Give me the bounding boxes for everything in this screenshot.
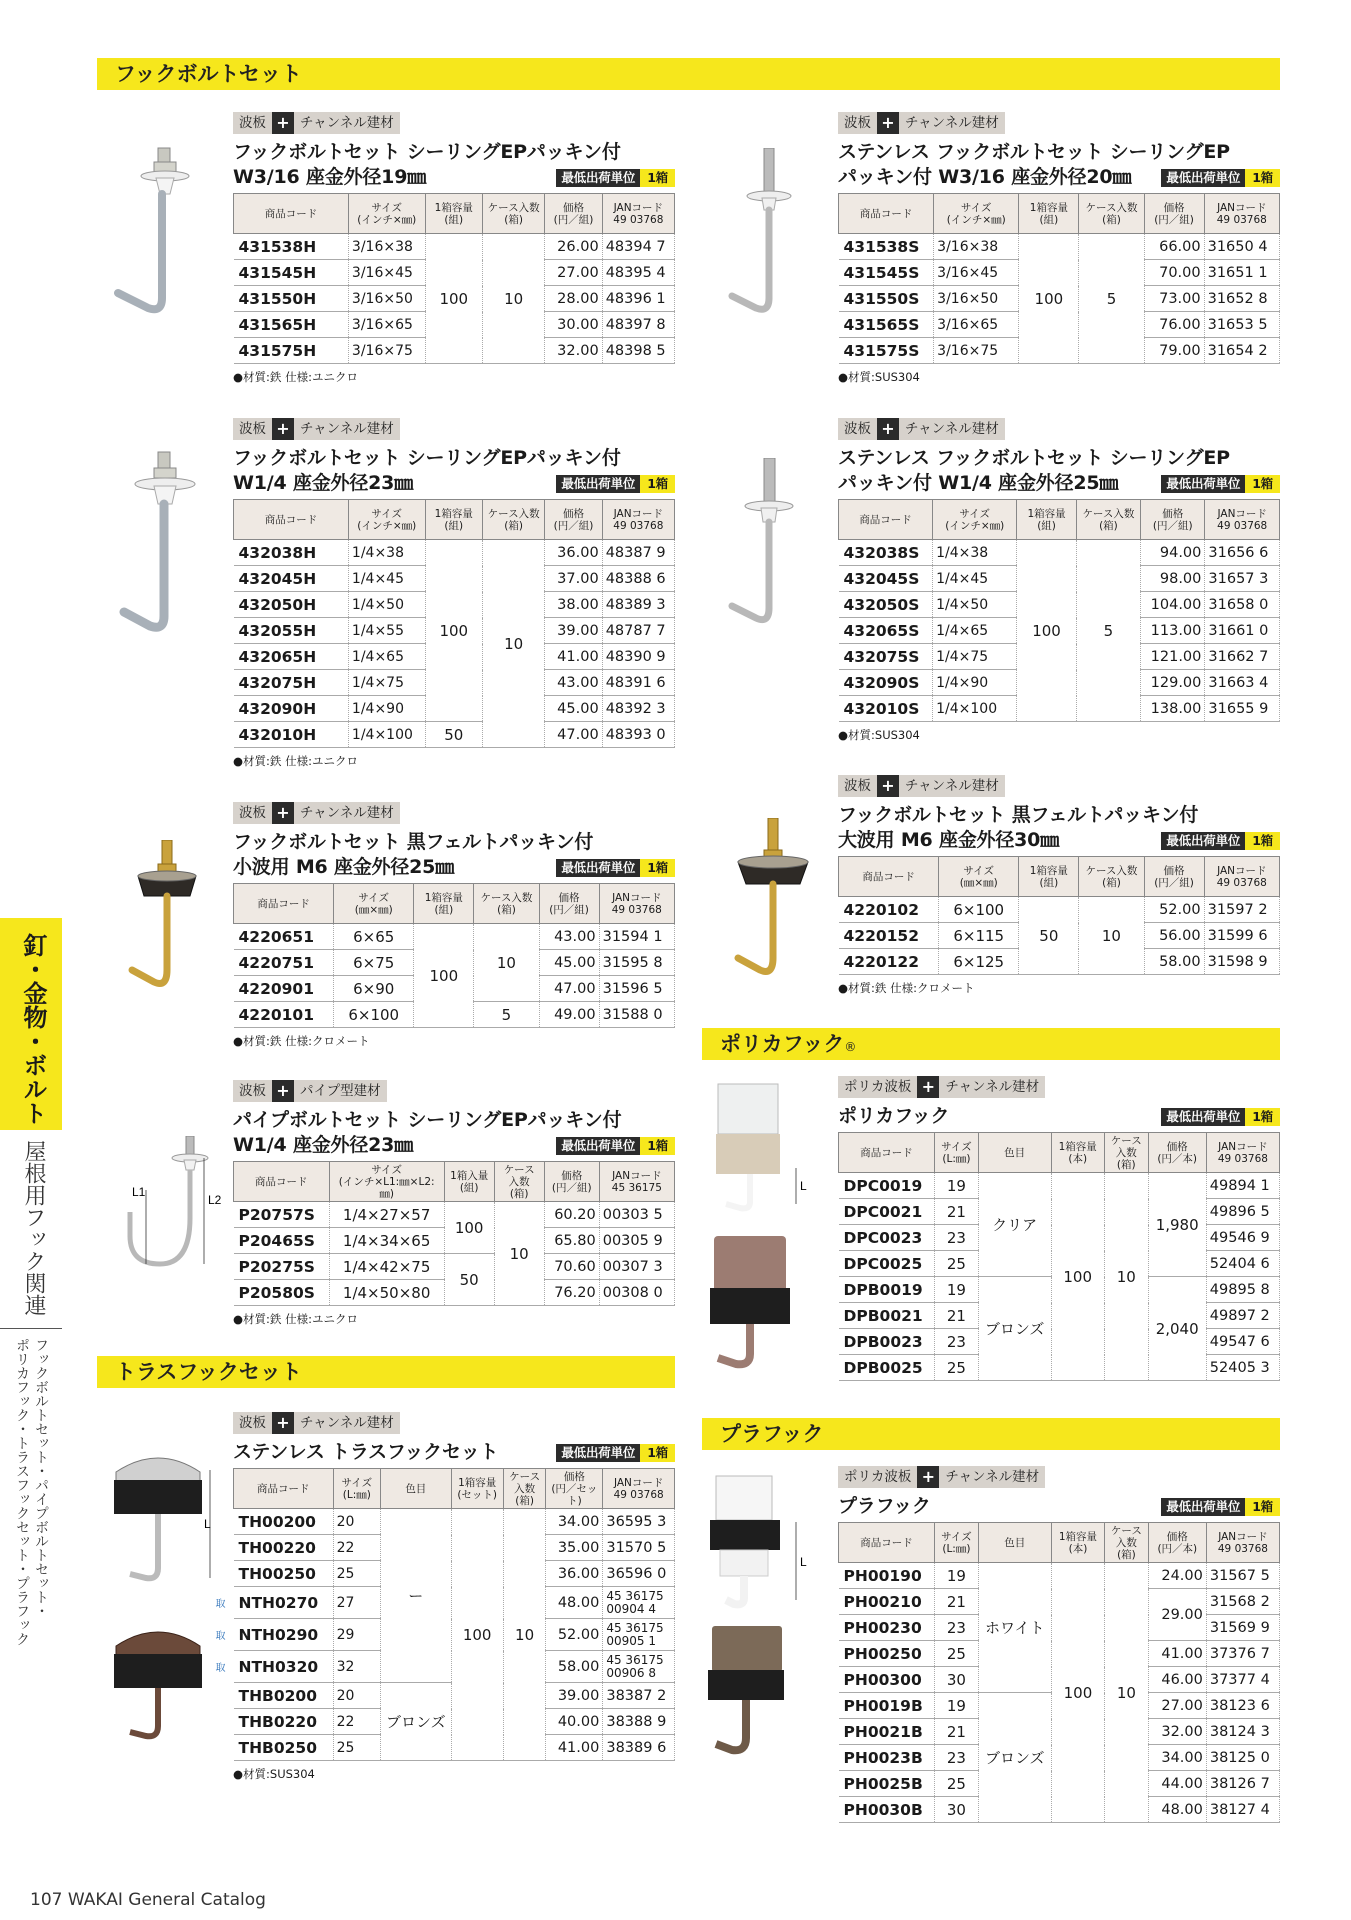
- product-block-P20757S: [233, 1080, 675, 1327]
- table-row: P20275S 1/4×42×75 50 70.60 00307 3: [234, 1254, 675, 1280]
- min-unit-badge: 最低出荷単位 1箱: [1161, 475, 1280, 493]
- table-row: PH00190 19 ホワイト 100 10 24.00 31567 5: [839, 1563, 1280, 1589]
- side-tab: 釘・金物・ボルト: [0, 918, 62, 1130]
- product-title: フックボルトセット 黒フェルトパッキン付 小波用 M6 座金外径25㎜ 最低出荷単位 1箱: [233, 830, 675, 880]
- table-row: 4220651 6×65 100 10 43.00 31594 1: [234, 924, 675, 950]
- hook-bolt-image-4: [724, 458, 814, 638]
- product-table: 商品コード サイズ (インチ×㎜) 1箱容量 (組) ケース入数 (箱) 価格 (円／組) JANコード 49 03768 431538H 3/16×38 100 10 26.00 48394 7 431545H 3/16×45 27.00 48395 4 431550H 3/16×50 28.00 48396 1 431565H 3/16×65 30.00 48397 8 431575H 3/16×75 32.00 48398 5: [233, 193, 675, 364]
- side-category: 屋根用フック関連: [21, 1140, 46, 1316]
- pura-hook-image: [700, 1470, 810, 1770]
- page-footer: [30, 1890, 266, 1910]
- table-row: 431538H 3/16×38 100 10 26.00 48394 7: [234, 234, 675, 260]
- tag-material: 波板: [233, 1412, 272, 1434]
- tag-material: ポリカ波板: [838, 1466, 917, 1488]
- svg-text:L: L: [800, 1555, 807, 1569]
- product-table: 商品コード サイズ (インチ×L1:㎜×L2:㎜) 1箱入量 (組) ケース 入数 (箱) 価格 (円／組) JANコード 45 36175 P20757S 1/4×27×57 100 10 60.20 00303 5 P20465S 1/4×34×65 65.80 00305 9 P20275S 1/4×42×75 50 70.60 00307 3 P20580S 1/4×50×80 76.20 00308 0: [233, 1161, 675, 1306]
- table-row: 4220102 6×100 50 10 52.00 31597 2: [839, 897, 1280, 923]
- table-row: DPC0019 19 クリア 100 10 1,980 49894 1: [839, 1173, 1280, 1199]
- tag-material: 波板: [233, 1080, 272, 1102]
- hook-bolt-image-3: [108, 446, 198, 636]
- truss-hook-image: [98, 1450, 218, 1740]
- table-row: 432065H 1/4×65 41.00 48390 9: [234, 644, 675, 670]
- table-row: 432045H 1/4×45 37.00 48388 6: [234, 566, 675, 592]
- table-row: 431545S 3/16×45 70.00 31651 1: [839, 260, 1280, 286]
- tag-material: 波板: [233, 112, 272, 134]
- product-title: ポリカフック 最低出荷単位 1箱: [838, 1104, 1280, 1129]
- table-row: 取 NTH0320 32 58.00 45 36175 00906 8: [234, 1651, 675, 1683]
- product-table: 商品コード サイズ (L:㎜) 色目 1箱容量 (セット) ケース 入数 (箱) 価格 (円／セット) JANコード 49 03768 TH00200 20 ー 100 10 34.00 36595 3 TH00220 22 35.00 31570 5 TH00250 25 36.00 36596 0 取 NTH0270 27 48.00 45 36175 00904 4 取 NTH0290 29 52.00 45 36175 00905 1 取 NTH0320 32 58.00 45 36175 00906 8 THB0200 20 ブロンズ 39.00 38387 2 THB0220 22 40.00 38388 9 THB0250 25 41.00 38389 6: [233, 1468, 675, 1761]
- table-row: 取 NTH0290 29 52.00 45 36175 00905 1: [234, 1619, 675, 1651]
- table-row: 432038S 1/4×38 100 5 94.00 31656 6: [839, 540, 1280, 566]
- tag-application: チャンネル建材: [294, 418, 400, 440]
- plus-icon: +: [272, 1080, 294, 1102]
- plus-icon: +: [917, 1466, 939, 1488]
- tag-application: チャンネル建材: [294, 802, 400, 824]
- tag-application: チャンネル建材: [294, 1412, 400, 1434]
- product-block-432038H: [233, 418, 675, 769]
- table-row: PH0023B 23 34.00 38125 0: [839, 1745, 1280, 1771]
- product-table: 商品コード サイズ (L:㎜) 色目 1箱容量 (本) ケース 入数 (箱) 価格 (円／本) JANコード 49 03768 PH00190 19 ホワイト 100 10 24.00 31567 5 PH00210 21 29.00 31568 2 PH00230 23 31569 9 PH00250 25 41.00 37376 7 PH00300 30 46.00 37377 4 PH0019B 19 ブロンズ 27.00 38123 6 PH0021B 21 32.00 38124 3 PH0023B 23 34.00 38125 0 PH0025B 25 44.00 38126 7 PH0030B 30 48.00 38127 4: [838, 1522, 1280, 1823]
- hook-bolt-image-2: [724, 148, 814, 328]
- table-row: PH0025B 25 44.00 38126 7: [839, 1771, 1280, 1797]
- table-row: DPB0023 23 49547 6: [839, 1329, 1280, 1355]
- material-note: ●材質:SUS304: [838, 370, 920, 384]
- product-table: 商品コード サイズ (㎜×㎜) 1箱容量 (組) ケース入数 (箱) 価格 (円／組) JANコード 49 03768 4220651 6×65 100 10 43.00 31594 1 4220751 6×75 45.00 31595 8 4220901 6×90 47.00 31596 5 4220101 6×100 5 49.00 31588 0: [233, 883, 675, 1028]
- plus-icon: +: [877, 418, 899, 440]
- tag-material: 波板: [233, 418, 272, 440]
- table-row: P20580S 1/4×50×80 76.20 00308 0: [234, 1280, 675, 1306]
- table-row: 431575S 3/16×75 79.00 31654 2: [839, 338, 1280, 364]
- table-row: DPC0023 23 49546 9: [839, 1225, 1280, 1251]
- material-note: ●材質:鉄 仕様:ユニクロ: [233, 370, 358, 384]
- table-row: 432038H 1/4×38 100 10 36.00 48387 9: [234, 540, 675, 566]
- table-row: 取 NTH0270 27 48.00 45 36175 00904 4: [234, 1587, 675, 1619]
- table-row: 432010H 1/4×100 50 47.00 48393 0: [234, 722, 675, 748]
- section-truss-hook: トラスフックセット: [97, 1356, 675, 1388]
- min-unit-badge: 最低出荷単位 1箱: [556, 475, 675, 493]
- plus-icon: +: [272, 802, 294, 824]
- table-row: PH00210 21 29.00 31568 2: [839, 1589, 1280, 1615]
- hook-bolt-image-6: [726, 818, 816, 988]
- product-title: フックボルトセット 黒フェルトパッキン付 大波用 M6 座金外径30㎜ 最低出荷単位 1箱: [838, 803, 1280, 853]
- side-subcategory-1: フックボルトセット・パイプボルトセット・: [33, 1338, 49, 1618]
- min-unit-badge: 最低出荷単位 1箱: [1161, 169, 1280, 187]
- table-row: DPB0021 21 49897 2: [839, 1303, 1280, 1329]
- tag-material: 波板: [838, 775, 877, 797]
- material-note: ●材質:鉄 仕様:ユニクロ: [233, 1312, 358, 1326]
- min-unit-badge: 最低出荷単位 1箱: [556, 859, 675, 877]
- product-block-4220102: [838, 775, 1280, 996]
- polyca-hook-image: [700, 1078, 810, 1378]
- product-title: プラフック 最低出荷単位 1箱: [838, 1494, 1280, 1519]
- table-row: 4220101 6×100 5 49.00 31588 0: [234, 1002, 675, 1028]
- material-note: ●材質:SUS304: [233, 1767, 315, 1781]
- product-block-TH00200: [215, 1412, 675, 1782]
- tag-material: 波板: [838, 418, 877, 440]
- table-row: TH00220 22 35.00 31570 5: [234, 1535, 675, 1561]
- product-table: 商品コード サイズ (㎜×㎜) 1箱容量 (組) ケース入数 (箱) 価格 (円／組) JANコード 49 03768 4220102 6×100 50 10 52.00 31597 2 4220152 6×115 56.00 31599 6 4220122 6×125 58.00 31598 9: [838, 856, 1280, 975]
- material-note: ●材質:SUS304: [838, 728, 920, 742]
- table-row: P20757S 1/4×27×57 100 10 60.20 00303 5: [234, 1202, 675, 1228]
- table-row: 4220122 6×125 58.00 31598 9: [839, 949, 1280, 975]
- plus-icon: +: [272, 1412, 294, 1434]
- min-unit-badge: 最低出荷単位 1箱: [556, 1137, 675, 1155]
- table-row: 432090H 1/4×90 45.00 48392 3: [234, 696, 675, 722]
- plus-icon: +: [272, 418, 294, 440]
- table-row: 4220901 6×90 47.00 31596 5: [234, 976, 675, 1002]
- table-row: 431575H 3/16×75 32.00 48398 5: [234, 338, 675, 364]
- hook-bolt-image-1: [108, 138, 198, 328]
- table-row: 432050S 1/4×50 104.00 31658 0: [839, 592, 1280, 618]
- tag-material: 波板: [233, 802, 272, 824]
- table-row: 432050H 1/4×50 38.00 48389 3: [234, 592, 675, 618]
- section-polyca-hook: ポリカフック®: [702, 1028, 1280, 1060]
- pipe-bolt-image: [122, 1136, 232, 1276]
- table-row: PH00230 23 31569 9: [839, 1615, 1280, 1641]
- tag-application: チャンネル建材: [294, 112, 400, 134]
- tag-application: チャンネル建材: [939, 1076, 1045, 1098]
- product-block-4220651: [233, 802, 675, 1049]
- table-row: 432075S 1/4×75 121.00 31662 7: [839, 644, 1280, 670]
- dim-l2: L2: [208, 1193, 222, 1207]
- dim-l1: L1: [132, 1185, 146, 1199]
- product-title: パイプボルトセット シーリングEPパッキン付 W1/4 座金外径23㎜ 最低出荷単位 1箱: [233, 1108, 675, 1158]
- material-note: ●材質:鉄 仕様:クロメート: [838, 981, 975, 995]
- product-block-432038S: [838, 418, 1280, 743]
- svg-text:L: L: [204, 1517, 211, 1531]
- product-block-DPC0019: [838, 1076, 1280, 1381]
- table-row: 4220751 6×75 45.00 31595 8: [234, 950, 675, 976]
- table-row: 431550H 3/16×50 28.00 48396 1: [234, 286, 675, 312]
- table-row: PH00250 25 41.00 37376 7: [839, 1641, 1280, 1667]
- plus-icon: +: [877, 775, 899, 797]
- tori-badge: 取: [215, 1663, 226, 1674]
- table-row: 431538S 3/16×38 100 5 66.00 31650 4: [839, 234, 1280, 260]
- table-row: PH0030B 30 48.00 38127 4: [839, 1797, 1280, 1823]
- product-title: ステンレス フックボルトセット シーリングEP パッキン付 W3/16 座金外径20㎜ 最低出荷単位 1箱: [838, 140, 1280, 190]
- table-row: THB0200 20 ブロンズ 39.00 38387 2: [234, 1683, 675, 1709]
- tori-badge: 取: [215, 1631, 226, 1642]
- product-title: ステンレス トラスフックセット 最低出荷単位 1箱: [233, 1440, 675, 1465]
- min-unit-badge: 最低出荷単位 1箱: [556, 169, 675, 187]
- tag-application: チャンネル建材: [939, 1466, 1045, 1488]
- min-unit-badge: 最低出荷単位 1箱: [1161, 1498, 1280, 1516]
- table-row: THB0220 22 40.00 38388 9: [234, 1709, 675, 1735]
- table-row: DPC0021 21 49896 5: [839, 1199, 1280, 1225]
- product-title: フックボルトセット シーリングEPパッキン付 W1/4 座金外径23㎜ 最低出荷単位 1箱: [233, 446, 675, 496]
- tag-application: チャンネル建材: [899, 418, 1005, 440]
- product-table: 商品コード サイズ (インチ×㎜) 1箱容量 (組) ケース入数 (箱) 価格 (円／組) JANコード 49 03768 431538S 3/16×38 100 5 66.00 31650 4 431545S 3/16×45 70.00 31651 1 431550S 3/16×50 73.00 31652 8 431565S 3/16×65 76.00 31653 5 431575S 3/16×75 79.00 31654 2: [838, 193, 1280, 364]
- tag-application: パイプ型建材: [294, 1080, 387, 1102]
- tag-application: チャンネル建材: [899, 112, 1005, 134]
- product-title: フックボルトセット シーリングEPパッキン付 W3/16 座金外径19㎜ 最低出荷単位 1箱: [233, 140, 675, 190]
- table-row: 4220152 6×115 56.00 31599 6: [839, 923, 1280, 949]
- table-row: DPB0019 19 ブロンズ 2,040 49895 8: [839, 1277, 1280, 1303]
- table-row: THB0250 25 41.00 38389 6: [234, 1735, 675, 1761]
- table-row: 432010S 1/4×100 138.00 31655 9: [839, 696, 1280, 722]
- plus-icon: +: [917, 1076, 939, 1098]
- table-row: PH0021B 21 32.00 38124 3: [839, 1719, 1280, 1745]
- table-row: 431550S 3/16×50 73.00 31652 8: [839, 286, 1280, 312]
- svg-text:L: L: [800, 1179, 807, 1193]
- table-row: PH00300 30 46.00 37377 4: [839, 1667, 1280, 1693]
- product-table: 商品コード サイズ (インチ×㎜) 1箱容量 (組) ケース入数 (箱) 価格 (円／組) JANコード 49 03768 432038S 1/4×38 100 5 94.00 31656 6 432045S 1/4×45 98.00 31657 3 432050S 1/4×50 104.00 31658 0 432065S 1/4×65 113.00 31661 0 432075S 1/4×75 121.00 31662 7 432090S 1/4×90 129.00 31663 4 432010S 1/4×100 138.00 31655 9: [838, 499, 1280, 722]
- hook-bolt-image-5: [118, 840, 208, 1000]
- table-row: P20465S 1/4×34×65 65.80 00305 9: [234, 1228, 675, 1254]
- section-pura-hook: プラフック: [702, 1418, 1280, 1450]
- table-row: 432055H 1/4×55 39.00 48787 7: [234, 618, 675, 644]
- table-row: 431545H 3/16×45 27.00 48395 4: [234, 260, 675, 286]
- table-row: 432090S 1/4×90 129.00 31663 4: [839, 670, 1280, 696]
- plus-icon: +: [272, 112, 294, 134]
- tag-application: チャンネル建材: [899, 775, 1005, 797]
- table-row: DPB0025 25 52405 3: [839, 1355, 1280, 1381]
- table-row: 431565S 3/16×65 76.00 31653 5: [839, 312, 1280, 338]
- side-subcategory-2: ポリカフック・トラスフックセット・プラフック: [14, 1338, 30, 1646]
- page-number: 107: [30, 1890, 63, 1910]
- table-row: PH0019B 19 ブロンズ 27.00 38123 6: [839, 1693, 1280, 1719]
- tag-material: 波板: [838, 112, 877, 134]
- product-title: ステンレス フックボルトセット シーリングEP パッキン付 W1/4 座金外径25㎜ 最低出荷単位 1箱: [838, 446, 1280, 496]
- material-note: ●材質:鉄 仕様:クロメート: [233, 1034, 370, 1048]
- product-table: 商品コード サイズ (L:㎜) 色目 1箱容量 (本) ケース 入数 (箱) 価格 (円／本) JANコード 49 03768 DPC0019 19 クリア 100 10 1,980 49894 1 DPC0021 21 49896 5 DPC0023 23 49546 9 DPC0025 25 52404 6 DPB0019 19 ブロンズ 2,040 49895 8 DPB0021 21 49897 2 DPB0023 23 49547 6 DPB0025 25 52405 3: [838, 1132, 1280, 1381]
- table-row: TH00200 20 ー 100 10 34.00 36595 3: [234, 1509, 675, 1535]
- table-row: 432045S 1/4×45 98.00 31657 3: [839, 566, 1280, 592]
- product-table: 商品コード サイズ (インチ×㎜) 1箱容量 (組) ケース入数 (箱) 価格 (円／組) JANコード 49 03768 432038H 1/4×38 100 10 36.00 48387 9 432045H 1/4×45 37.00 48388 6 432050H 1/4×50 38.00 48389 3 432055H 1/4×55 39.00 48787 7 432065H 1/4×65 41.00 48390 9 432075H 1/4×75 43.00 48391 6 432090H 1/4×90 45.00 48392 3 432010H 1/4×100 50 47.00 48393 0: [233, 499, 675, 748]
- min-unit-badge: 最低出荷単位 1箱: [556, 1444, 675, 1462]
- product-block-431538S: [838, 112, 1280, 385]
- table-row: 432065S 1/4×65 113.00 31661 0: [839, 618, 1280, 644]
- tori-badge: 取: [215, 1599, 226, 1610]
- plus-icon: +: [877, 112, 899, 134]
- min-unit-badge: 最低出荷単位 1箱: [1161, 1108, 1280, 1126]
- section-hook-bolt: フックボルトセット: [97, 58, 1280, 90]
- table-row: 431565H 3/16×65 30.00 48397 8: [234, 312, 675, 338]
- tag-material: ポリカ波板: [838, 1076, 917, 1098]
- table-row: 432075H 1/4×75 43.00 48391 6: [234, 670, 675, 696]
- material-note: ●材質:鉄 仕様:ユニクロ: [233, 754, 358, 768]
- min-unit-badge: 最低出荷単位 1箱: [1161, 832, 1280, 850]
- catalog-name: WAKAI General Catalog: [67, 1890, 266, 1910]
- product-block-PH00190: [838, 1466, 1280, 1823]
- product-block-431538H: [233, 112, 675, 385]
- table-row: DPC0025 25 52404 6: [839, 1251, 1280, 1277]
- table-row: TH00250 25 36.00 36596 0: [234, 1561, 675, 1587]
